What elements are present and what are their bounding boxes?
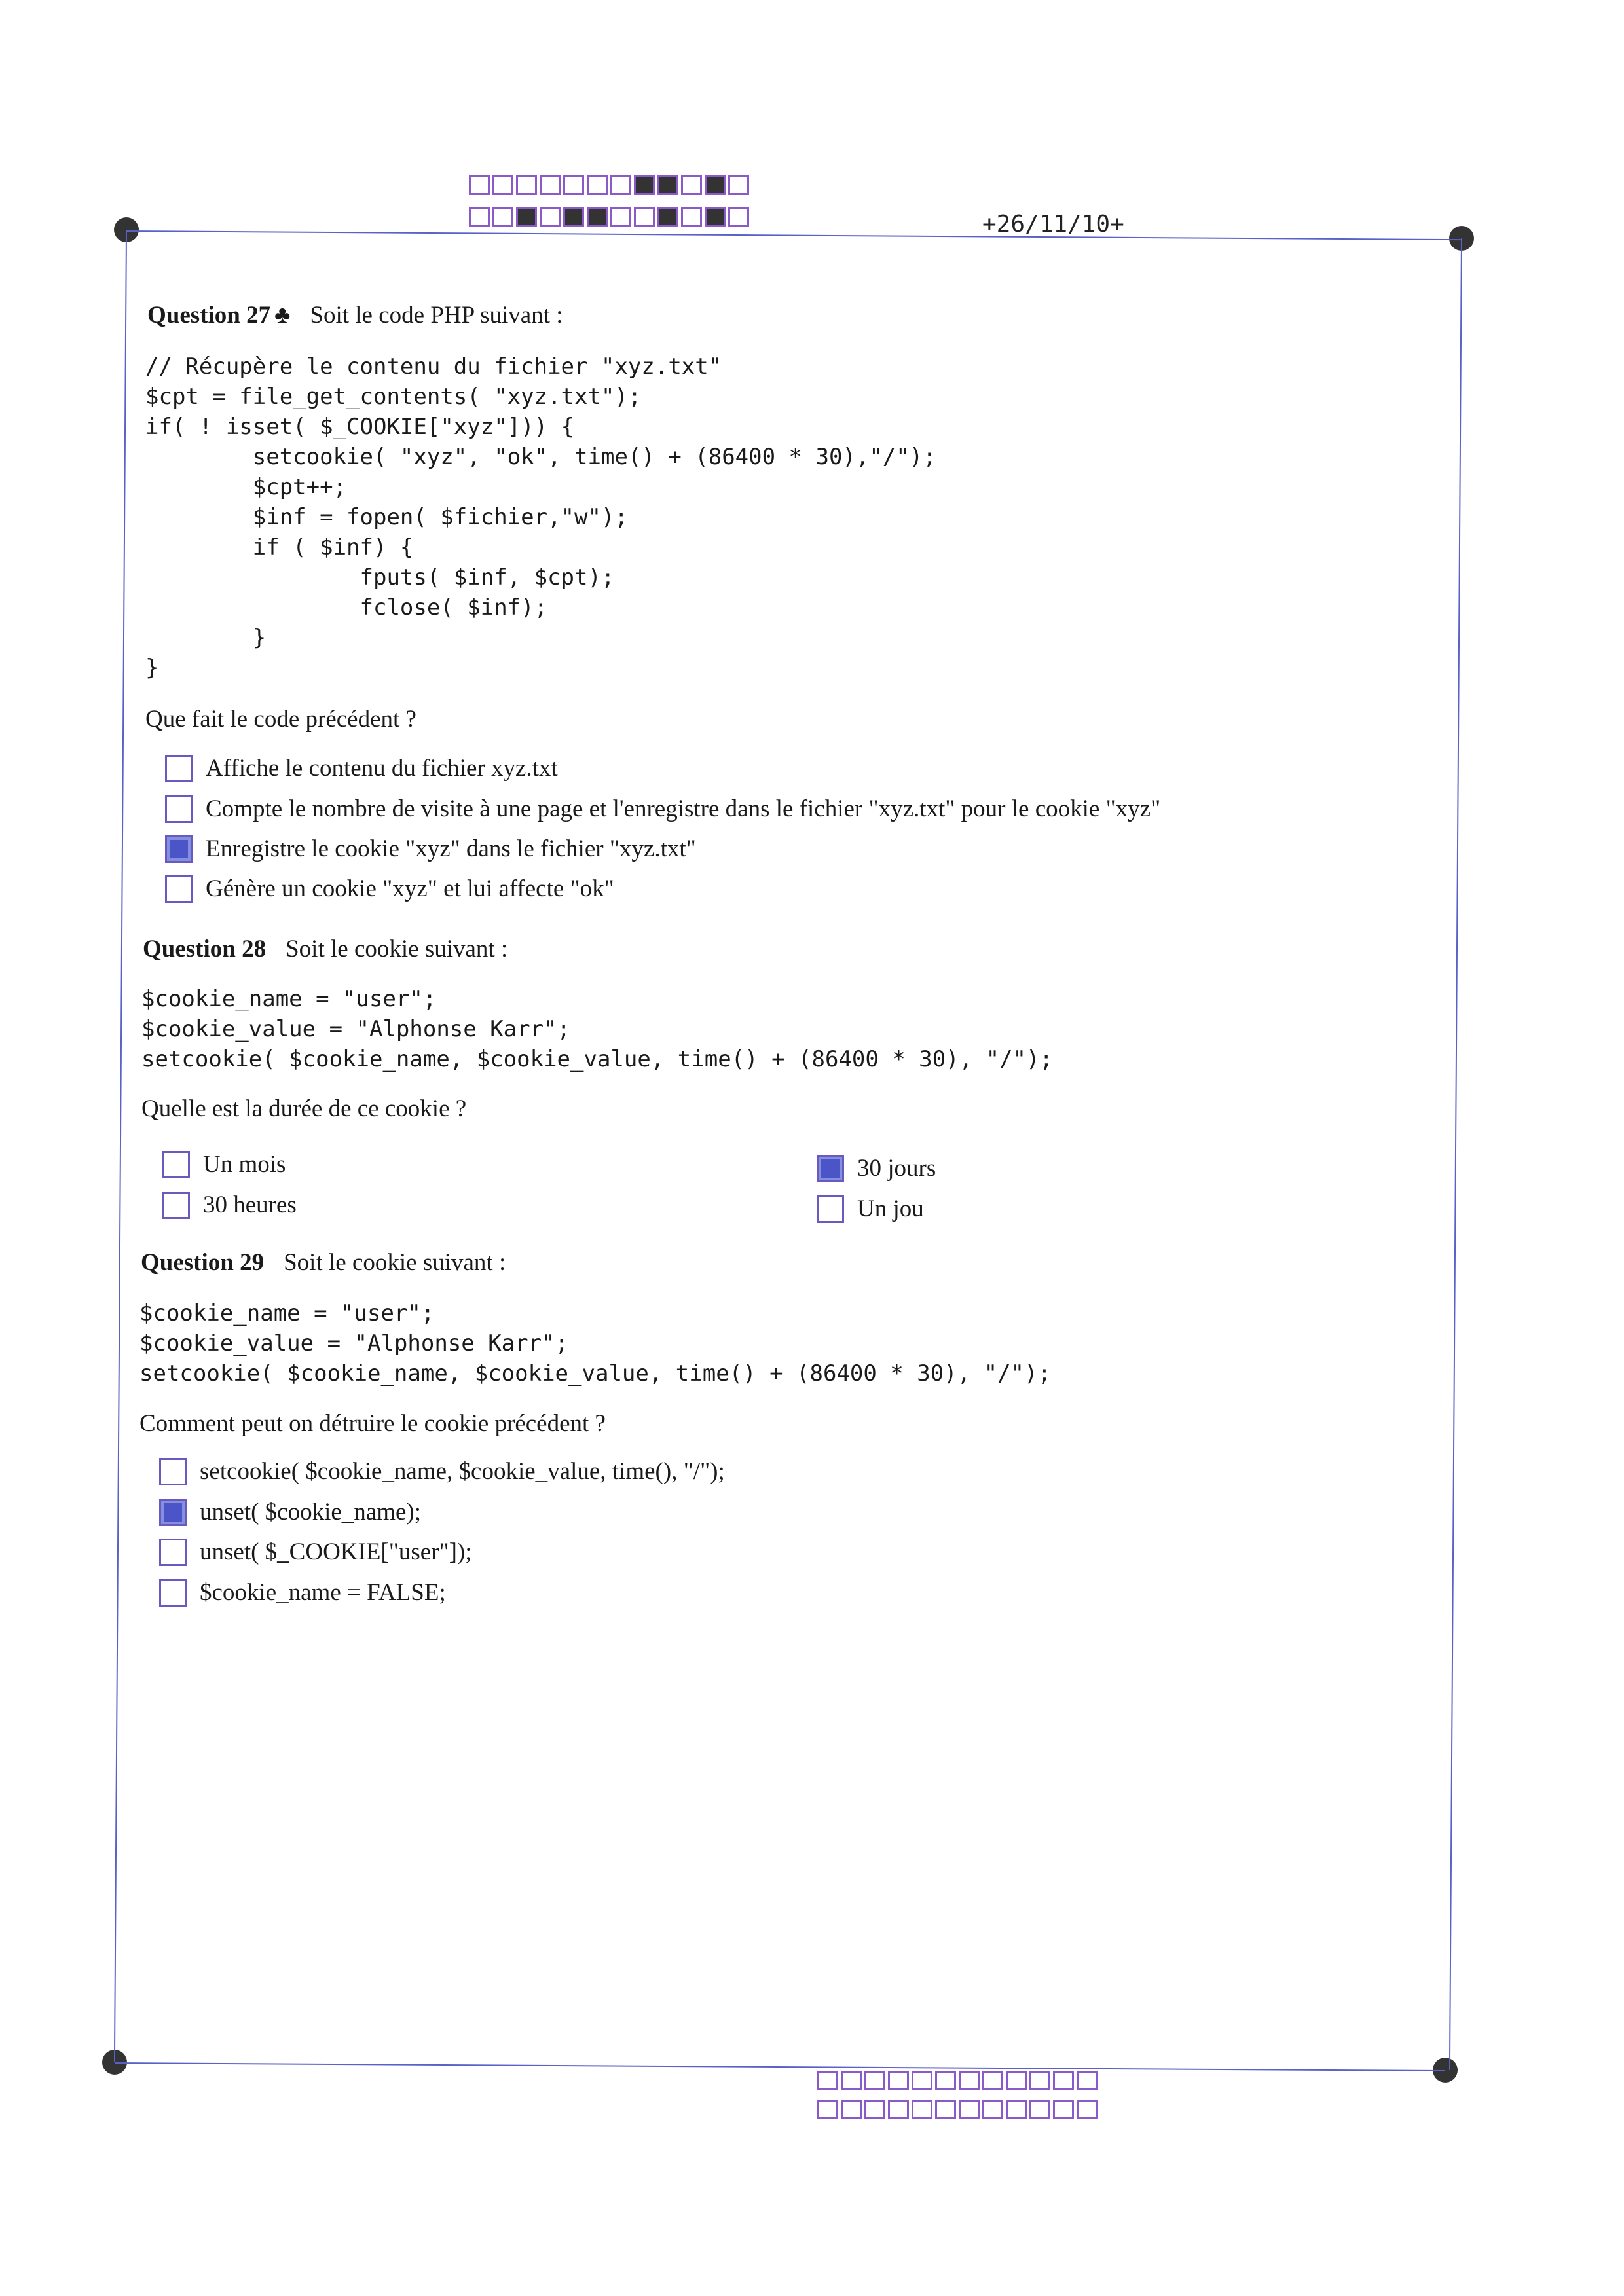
checkbox[interactable] <box>165 875 193 903</box>
answer-option[interactable] <box>159 1578 446 1607</box>
checkbox-checked[interactable] <box>817 1155 844 1182</box>
answer-option[interactable] <box>165 875 614 903</box>
frame-bottom <box>115 2062 1445 2071</box>
answer-label: Enregistre le cookie "xyz" dans le fichier "xyz.txt" <box>206 835 696 862</box>
answer-label: setcookie( $cookie_name, $cookie_value, time(), "/"); <box>200 1458 725 1485</box>
answer-label: $cookie_name = FALSE; <box>200 1579 446 1606</box>
answer-option[interactable] <box>159 1538 472 1566</box>
checkbox[interactable] <box>165 795 193 823</box>
answer-option[interactable] <box>165 754 558 782</box>
checkbox[interactable] <box>817 1195 844 1223</box>
frame-left <box>114 230 127 2062</box>
answer-label: unset( $cookie_name); <box>200 1499 422 1525</box>
question-27-code: // Récupère le contenu du fichier "xyz.txt" $cpt = file_get_contents( "xyz.txt"); if( ! isset( $_COOKIE["xyz"])) { setcookie( "xyz", "ok", time() + (86400 * 30),"/"); $cpt++; $inf = fopen( $fichier,"w"); if ( $inf) { fputs( $inf, $cpt); fclose( $inf); } } <box>145 354 936 681</box>
question-27-text: Que fait le code précédent ? <box>145 706 416 733</box>
question-label: Question 28 <box>143 936 267 962</box>
question-label: Question 27 <box>147 302 271 329</box>
checkbox-checked[interactable] <box>165 835 193 863</box>
code-strip-top-2 <box>469 207 752 227</box>
checkbox[interactable] <box>162 1192 190 1219</box>
page-id: +26/11/10+ <box>982 211 1124 238</box>
code-strip-top-1 <box>469 175 752 195</box>
answer-label: 30 jours <box>857 1155 936 1182</box>
answer-label: Génère un cookie "xyz" et lui affecte "ok" <box>206 875 614 902</box>
answer-option[interactable] <box>159 1457 725 1485</box>
question-prompt: Soit le cookie suivant : <box>286 936 508 962</box>
checkbox[interactable] <box>159 1458 187 1485</box>
question-28-heading <box>143 935 507 963</box>
question-29-text: Comment peut on détruire le cookie précédent ? <box>139 1410 606 1437</box>
answer-option[interactable] <box>162 1150 286 1178</box>
answer-option[interactable] <box>165 835 696 863</box>
checkbox-checked[interactable] <box>159 1499 187 1526</box>
question-label: Question 29 <box>141 1249 265 1276</box>
answer-label: 30 heures <box>203 1192 297 1218</box>
code-strip-bottom-1 <box>817 2071 1100 2090</box>
checkbox[interactable] <box>165 755 193 782</box>
question-28-code: $cookie_name = "user"; $cookie_value = "Alphonse Karr"; setcookie( $cookie_name, $cookie_value, time() + (86400 * 30), "/"); <box>141 986 1053 1072</box>
question-28-text: Quelle est la durée de ce cookie ? <box>141 1095 467 1122</box>
answer-option[interactable] <box>159 1498 421 1526</box>
answer-option[interactable] <box>162 1191 297 1219</box>
club-icon: ♣ <box>274 302 291 329</box>
answer-label: Affiche le contenu du fichier xyz.txt <box>206 755 558 782</box>
question-29-code: $cookie_name = "user"; $cookie_value = "Alphonse Karr"; setcookie( $cookie_name, $cookie_value, time() + (86400 * 30), "/"); <box>139 1300 1051 1387</box>
checkbox[interactable] <box>159 1579 187 1607</box>
answer-option[interactable] <box>817 1154 936 1182</box>
answer-label: Un mois <box>203 1151 286 1178</box>
question-27-heading <box>147 301 563 329</box>
answer-label: Un jou <box>857 1195 924 1222</box>
frame-top <box>126 230 1462 240</box>
question-prompt: Soit le code PHP suivant : <box>310 302 563 329</box>
frame-right <box>1449 238 1462 2070</box>
answer-label: unset( $_COOKIE["user"]); <box>200 1539 472 1565</box>
code-strip-bottom-2 <box>817 2100 1100 2119</box>
question-prompt: Soit le cookie suivant : <box>284 1249 506 1276</box>
checkbox[interactable] <box>162 1151 190 1178</box>
checkbox[interactable] <box>159 1539 187 1566</box>
answer-option[interactable] <box>817 1195 924 1223</box>
answer-option[interactable] <box>165 795 1160 823</box>
answer-label: Compte le nombre de visite à une page et l'enregistre dans le fichier "xyz.txt" pour le cookie "xyz" <box>206 795 1161 822</box>
question-29-heading <box>141 1248 506 1277</box>
